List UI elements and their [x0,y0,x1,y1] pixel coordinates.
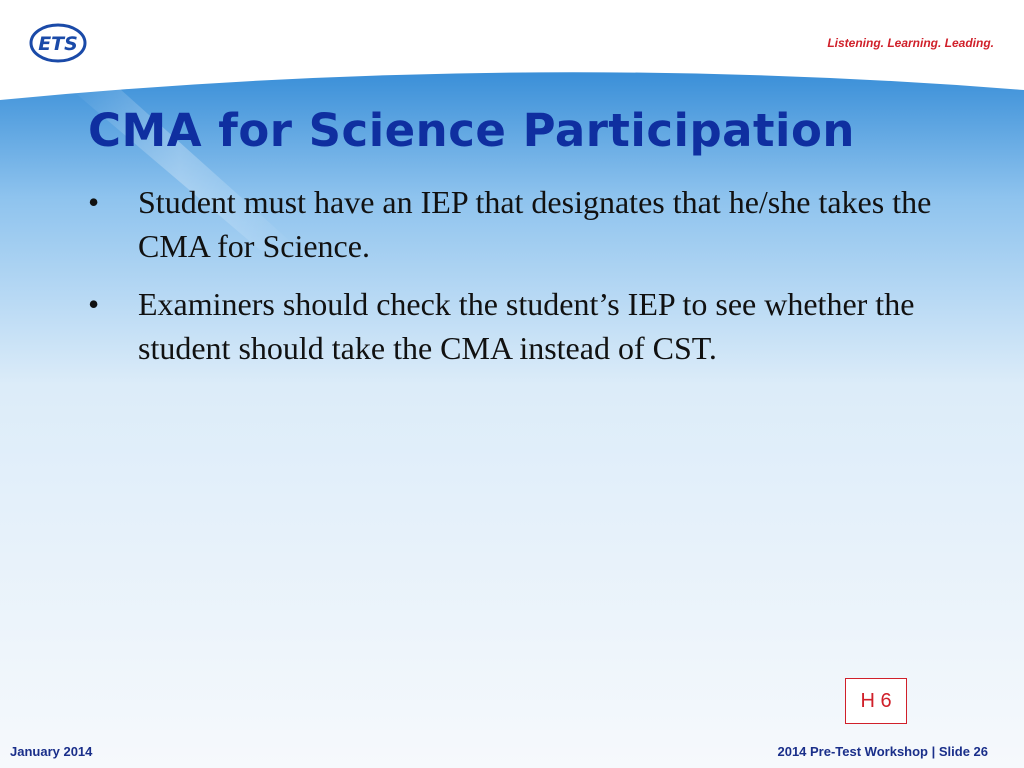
bullet-item [88,282,948,370]
reference-code-box: H 6 [845,678,907,724]
slide-title: CMA for Science Participation [88,104,855,157]
bullet-icon: • [88,286,100,322]
bullet-list [88,180,948,384]
bullet-text: Examiners should check the student’s IEP to see whether the student should take the CMA instead of CST. [138,286,915,366]
tagline: Listening. Learning. Leading. [827,36,994,50]
footer-slide-info: 2014 Pre-Test Workshop | Slide 26 [777,744,988,759]
bullet-text: Student must have an IEP that designates that he/she takes the CMA for Science. [138,184,932,264]
ets-logo [28,20,98,66]
footer-date: January 2014 [10,744,93,759]
bullet-icon: • [88,184,100,220]
bullet-item [88,180,948,268]
ets-logo-text: ETS [38,33,78,55]
